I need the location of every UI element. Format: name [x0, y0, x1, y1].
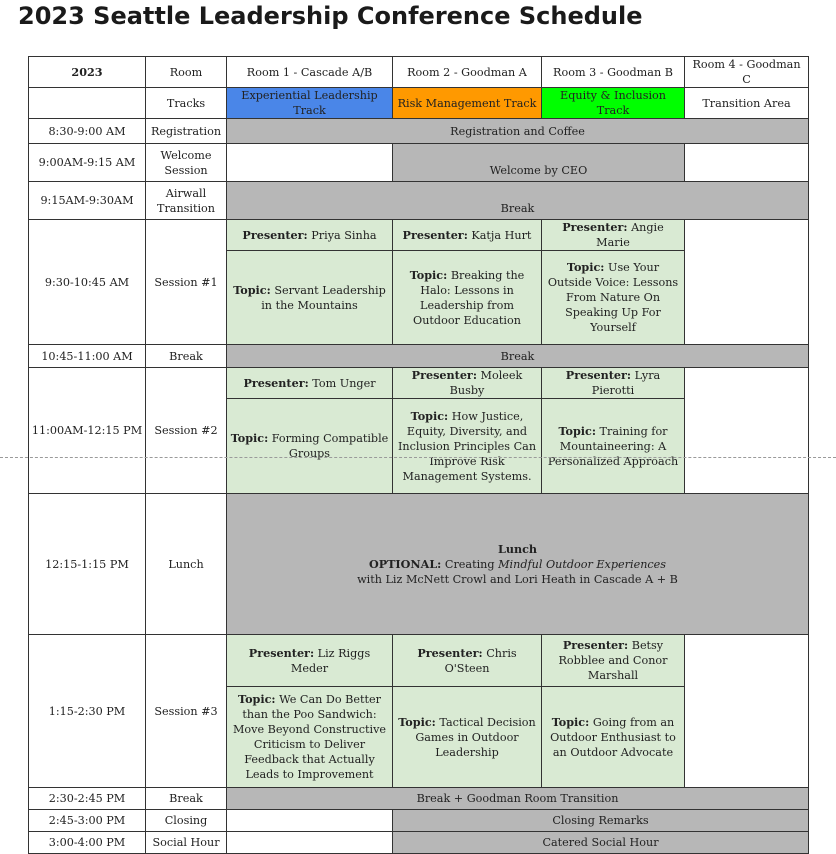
presenter-cell: Presenter: Chris O'Steen — [393, 635, 542, 687]
presenter-cell: Presenter: Priya Sinha — [227, 220, 393, 251]
closing-cell: Closing Remarks — [393, 810, 809, 832]
track-equity-inclusion: Equity & Inclusion Track — [542, 88, 685, 119]
empty-cell — [685, 220, 809, 345]
session-name-cell: Session #2 — [146, 368, 227, 494]
track-risk-management: Risk Management Track — [393, 88, 542, 119]
time-cell: 11:00AM-12:15 PM — [29, 368, 146, 494]
optional-title: Mindful Outdoor Experiences — [498, 557, 667, 571]
session-name-cell: Welcome Session — [146, 144, 227, 182]
session-name-cell: Session #1 — [146, 220, 227, 345]
session-name-cell: Registration — [146, 119, 227, 144]
page-break-line — [0, 457, 836, 458]
break1-row — [29, 345, 809, 368]
presenter-cell: Presenter: Betsy Robblee and Conor Marshall — [542, 635, 685, 687]
session-name-cell: Session #3 — [146, 635, 227, 788]
room-2-header: Room 2 - Goodman A — [393, 57, 542, 88]
airwall-row — [29, 182, 809, 220]
topic-cell: Topic: How Justice, Equity, Diversity, and Inclusion Principles Can Improve Risk Management Systems. — [393, 399, 542, 494]
empty-cell — [227, 144, 393, 182]
session2-presenter-row — [29, 368, 809, 399]
tracks-blank — [29, 88, 146, 119]
page-title: 2023 Seattle Leadership Conference Schedule — [18, 2, 643, 30]
time-cell: 8:30-9:00 AM — [29, 119, 146, 144]
topic-cell: Topic: Servant Leadership in the Mountains — [227, 251, 393, 345]
optional-prefix: Creating — [444, 557, 495, 571]
optional-label: OPTIONAL: — [368, 556, 442, 571]
room-3-header: Room 3 - Goodman B — [542, 57, 685, 88]
break-cell: Break — [227, 345, 809, 368]
break2-row — [29, 788, 809, 810]
topic-cell: Topic: Going from an Outdoor Enthusiast to an Outdoor Advocate — [542, 687, 685, 788]
empty-cell — [227, 810, 393, 832]
topic-cell: Topic: Forming Compatible Groups — [227, 399, 393, 494]
time-cell: 9:15AM-9:30AM — [29, 182, 146, 220]
time-cell: 12:15-1:15 PM — [29, 494, 146, 635]
room-label: Room — [146, 57, 227, 88]
session-name-cell: Social Hour — [146, 832, 227, 854]
topic-cell: Topic: Tactical Decision Games in Outdoor Leadership — [393, 687, 542, 788]
track-experiential-leadership: Experiential Leadership Track — [227, 88, 393, 119]
empty-cell — [685, 368, 809, 494]
room-4-header: Room 4 - Goodman C — [685, 57, 809, 88]
topic-cell: Topic: Training for Mountaineering: A Personalized Approach — [542, 399, 685, 494]
presenter-cell: Presenter: Lyra Pierotti — [542, 368, 685, 399]
tracks-label: Tracks — [146, 88, 227, 119]
session3-presenter-row — [29, 635, 809, 687]
topic-cell: Topic: We Can Do Better than the Poo Sandwich: Move Beyond Constructive Criticism to Deliver Feedback that Actually Leads to Improvement — [227, 687, 393, 788]
optional-details: with Liz McNett Crowl and Lori Heath in Cascade A + B — [357, 572, 678, 586]
closing-row — [29, 810, 809, 832]
track-transition-area: Transition Area — [685, 88, 809, 119]
registration-cell: Registration and Coffee — [227, 119, 809, 144]
schedule-table — [28, 56, 809, 854]
welcome-row — [29, 144, 809, 182]
empty-cell — [227, 832, 393, 854]
registration-row — [29, 119, 809, 144]
room-1-header: Room 1 - Cascade A/B — [227, 57, 393, 88]
welcome-cell: Welcome by CEO — [393, 144, 685, 182]
presenter-cell: Presenter: Liz Riggs Meder — [227, 635, 393, 687]
time-cell: 1:15-2:30 PM — [29, 635, 146, 788]
social-cell: Catered Social Hour — [393, 832, 809, 854]
time-cell: 2:30-2:45 PM — [29, 788, 146, 810]
topic-cell: Topic: Breaking the Halo: Lessons in Leadership from Outdoor Education — [393, 251, 542, 345]
session-name-cell: Break — [146, 788, 227, 810]
presenter-cell: Presenter: Katja Hurt — [393, 220, 542, 251]
empty-cell — [685, 635, 809, 788]
time-cell: 9:00AM-9:15 AM — [29, 144, 146, 182]
lunch-cell — [227, 494, 809, 635]
time-cell: 3:00-4:00 PM — [29, 832, 146, 854]
session-name-cell: Break — [146, 345, 227, 368]
presenter-cell: Presenter: Angie Marie — [542, 220, 685, 251]
rooms-header-row — [29, 57, 809, 88]
year-cell: 2023 — [29, 57, 146, 88]
time-cell: 10:45-11:00 AM — [29, 345, 146, 368]
session-name-cell: Lunch — [146, 494, 227, 635]
lunch-row — [29, 494, 809, 635]
empty-cell — [685, 144, 809, 182]
topic-cell: Topic: Use Your Outside Voice: Lessons From Nature On Speaking Up For Yourself — [542, 251, 685, 345]
presenter-cell: Presenter: Moleek Busby — [393, 368, 542, 399]
presenter-cell: Presenter: Tom Unger — [227, 368, 393, 399]
tracks-header-row — [29, 88, 809, 119]
lunch-heading: Lunch — [497, 541, 538, 556]
session-name-cell: Closing — [146, 810, 227, 832]
break-cell: Break — [227, 182, 809, 220]
social-row — [29, 832, 809, 854]
session-name-cell: Airwall Transition — [146, 182, 227, 220]
time-cell: 9:30-10:45 AM — [29, 220, 146, 345]
session1-presenter-row — [29, 220, 809, 251]
time-cell: 2:45-3:00 PM — [29, 810, 146, 832]
break-cell: Break + Goodman Room Transition — [227, 788, 809, 810]
